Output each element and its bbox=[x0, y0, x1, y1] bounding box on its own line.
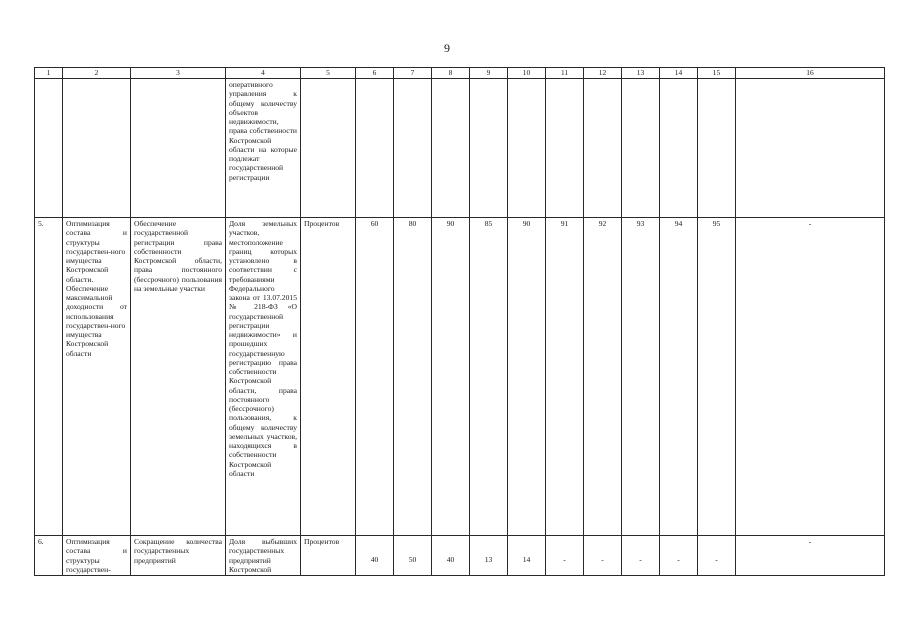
value-cell bbox=[432, 79, 470, 218]
table-row bbox=[35, 536, 885, 576]
header-cell: 6 bbox=[356, 68, 394, 79]
goal-cell: Оптимизация состава и структуры государствен-ного имущества Костромской области. Обеспечение максимальной доходности от использования государствен-ного имущества Костромской области bbox=[63, 218, 131, 536]
value-cell: 90 bbox=[432, 218, 470, 536]
row-number bbox=[35, 79, 63, 218]
value-cell bbox=[470, 79, 508, 218]
header-cell: 2 bbox=[63, 68, 131, 79]
note-cell bbox=[736, 79, 885, 218]
header-cell: 15 bbox=[698, 68, 736, 79]
value-cell bbox=[622, 79, 660, 218]
value-cell: 60 bbox=[356, 218, 394, 536]
value-cell: 95 bbox=[698, 218, 736, 536]
value-cell: - bbox=[622, 536, 660, 576]
value-cell bbox=[584, 79, 622, 218]
header-row bbox=[35, 68, 885, 79]
value-cell bbox=[356, 79, 394, 218]
value-cell: - bbox=[584, 536, 622, 576]
value-cell: 40 bbox=[356, 536, 394, 576]
value-cell: 93 bbox=[622, 218, 660, 536]
header-cell: 12 bbox=[584, 68, 622, 79]
goal-cell: Оптимизация состава и структуры государствен- bbox=[63, 536, 131, 576]
indicator-cell: Доля земельных участков, местоположение границ которых установлено в соответствии с требованиями Федерального закона от 13.07.2015 № 218-ФЗ «О государственной регистрации недвижимости» и прошедших государственную регистрацию права собственности Костромской области, права постоянного (бессрочного) пользования, к общему количеству земельных участков, находящихся в собственности Костромской области bbox=[226, 218, 301, 536]
indicators-table bbox=[34, 67, 885, 576]
task-cell bbox=[131, 79, 226, 218]
value-cell: 13 bbox=[470, 536, 508, 576]
row-number: 6. bbox=[35, 536, 63, 576]
unit-cell bbox=[301, 79, 356, 218]
header-cell: 14 bbox=[660, 68, 698, 79]
header-cell: 13 bbox=[622, 68, 660, 79]
value-cell: - bbox=[546, 536, 584, 576]
value-cell bbox=[394, 79, 432, 218]
task-cell: Сокращение количества государственных предприятий bbox=[131, 536, 226, 576]
task-cell: Обеспечение государственной регистрации права собственности Костромской области, права постоянного (бессрочного) пользования на земельные участки bbox=[131, 218, 226, 536]
value-cell: 92 bbox=[584, 218, 622, 536]
value-cell bbox=[546, 79, 584, 218]
goal-cell bbox=[63, 79, 131, 218]
header-cell: 3 bbox=[131, 68, 226, 79]
header-cell: 9 bbox=[470, 68, 508, 79]
header-cell: 8 bbox=[432, 68, 470, 79]
table-row bbox=[35, 218, 885, 536]
value-cell: - bbox=[660, 536, 698, 576]
note-cell: - bbox=[736, 218, 885, 536]
value-cell bbox=[698, 79, 736, 218]
value-cell: 90 bbox=[508, 218, 546, 536]
value-cell: 85 bbox=[470, 218, 508, 536]
value-cell: 14 bbox=[508, 536, 546, 576]
unit-cell: Процентов bbox=[301, 218, 356, 536]
header-cell: 4 bbox=[226, 68, 301, 79]
indicator-cell: Доля выбывших государственных предприятий Костромской bbox=[226, 536, 301, 576]
page-number: 9 bbox=[444, 41, 450, 55]
value-cell bbox=[660, 79, 698, 218]
value-cell bbox=[508, 79, 546, 218]
header-cell: 10 bbox=[508, 68, 546, 79]
value-cell: 91 bbox=[546, 218, 584, 536]
indicator-cell: оперативного управления к общему количеству объектов недвижимости, права собственности Костромской области на которые подлежат государственной регистрации bbox=[226, 79, 301, 218]
value-cell: 94 bbox=[660, 218, 698, 536]
note-cell: - bbox=[736, 536, 885, 576]
unit-cell: Процентов bbox=[301, 536, 356, 576]
header-cell: 1 bbox=[35, 68, 63, 79]
header-cell: 11 bbox=[546, 68, 584, 79]
table-row bbox=[35, 79, 885, 218]
value-cell: - bbox=[698, 536, 736, 576]
value-cell: 80 bbox=[394, 218, 432, 536]
value-cell: 50 bbox=[394, 536, 432, 576]
row-number: 5. bbox=[35, 218, 63, 536]
value-cell: 40 bbox=[432, 536, 470, 576]
header-cell: 5 bbox=[301, 68, 356, 79]
header-cell: 16 bbox=[736, 68, 885, 79]
header-cell: 7 bbox=[394, 68, 432, 79]
